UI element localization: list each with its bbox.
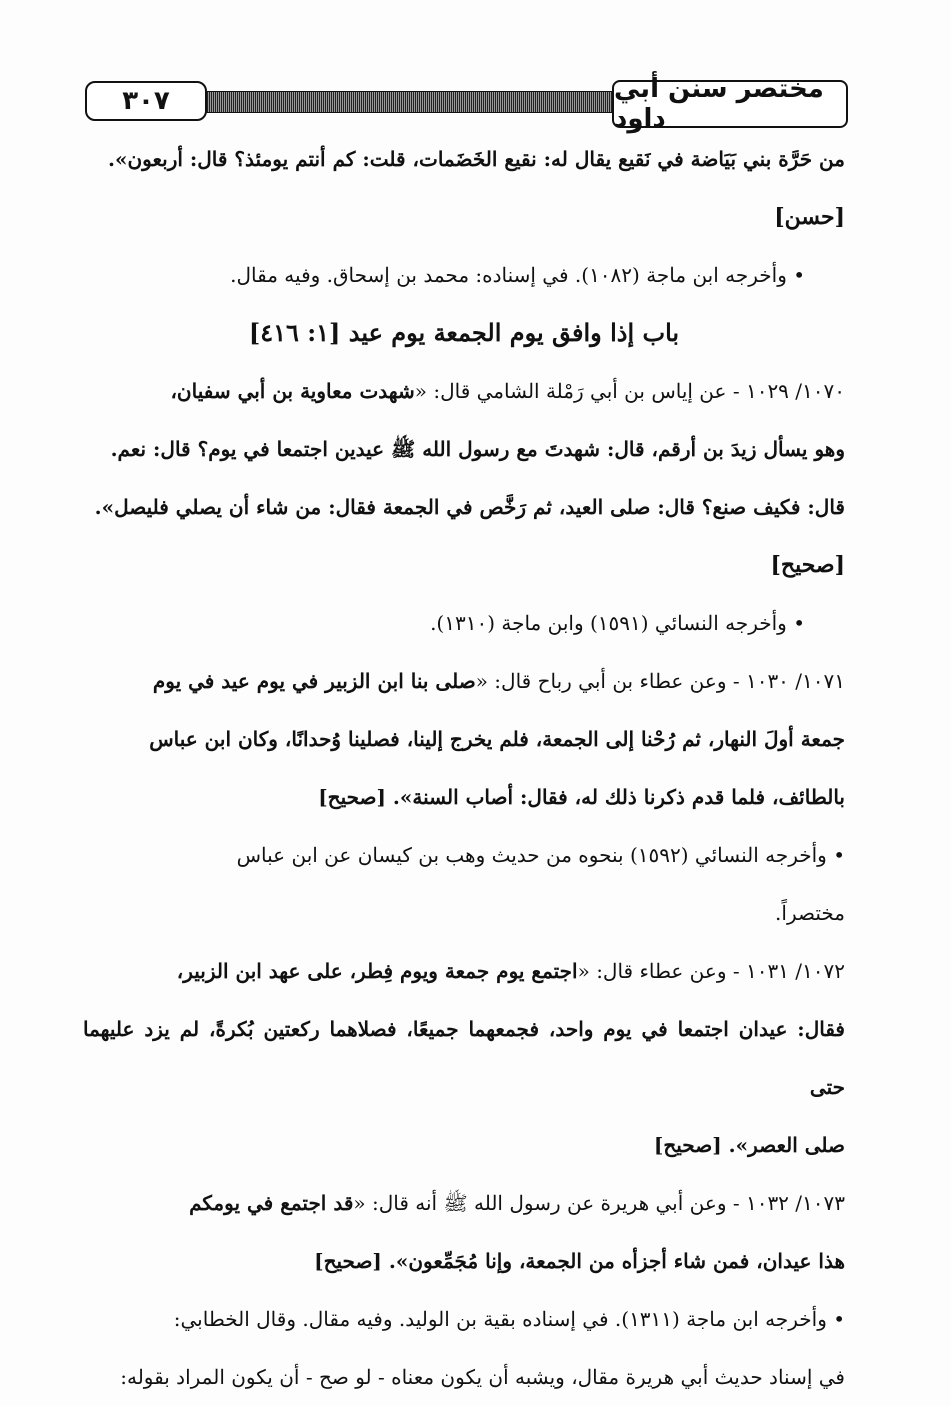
hadith-line: جمعة أولَ النهار، ثم رُحْنا إلى الجمعة، فلم يخرج إلينا، فصلينا وُحدانًا، وكان ابن عباس: [149, 727, 845, 751]
commentary-line: مختصراً.: [775, 901, 845, 925]
hadith-text: قد اجتمع في يومكم: [189, 1191, 354, 1215]
chapter-heading: باب إذا وافق يوم الجمعة يوم عيد [١: ٤١٦]: [248, 318, 680, 347]
commentary-line: • وأخرجه ابن ماجة (١٠٨٢). في إسناده: محمد بن إسحاق. وفيه مقال.: [230, 263, 805, 287]
hadith-line: [83, 942, 845, 1000]
page-body: [83, 130, 845, 1406]
page-header: [83, 74, 848, 134]
hadith-line: قال: فكيف صنع؟ قال: صلى العيد، ثم رَخَّص في الجمعة فقال: من شاء أن يصلي فليصل».: [94, 495, 845, 519]
page-number: ٣٠٧: [85, 81, 207, 121]
hadith-text: شهدت معاوية بن أبي سفيان،: [170, 379, 415, 403]
hadith-line: وهو يسأل زيدَ بن أرقم، قال: شهدتَ مع رسول الله ﷺ عيدين اجتمعا في يوم؟ قال: نعم.: [110, 437, 845, 461]
book-title: مختصر سنن أبي داود: [612, 80, 848, 128]
commentary-line: • وأخرجه ابن ماجة (١٣١١). في إسناده بقية بن الوليد. وفيه مقال. وقال الخطابي:: [173, 1307, 845, 1331]
hadith-line: [83, 362, 845, 420]
grade-label: [حسن]: [774, 204, 845, 230]
commentary-line: • وأخرجه النسائي (١٥٩٢) بنحوه من حديث وهب بن كيسان عن ابن عباس: [236, 843, 845, 867]
text-line: من حَرَّة بني بَيَاضة في نَقيع يقال له: نقيع الخَضَمات، قلت: كم أنتم يومئذ؟ قال: أربعون».: [108, 147, 845, 171]
commentary-line: في إسناد حديث أبي هريرة مقال، ويشبه أن يكون معناه - لو صح - أن يكون المراد بقوله:: [120, 1365, 845, 1389]
hadith-number-1070: ١٠٧٠/ ١٠٢٩ - عن إياس بن أبي رَمْلة الشامي قال: «: [414, 379, 845, 403]
hadith-line: [83, 1174, 845, 1232]
hadith-line: بالطائف، فلما قدم ذكرنا ذلك له، فقال: أصاب السنة». [صحيح]: [318, 785, 845, 809]
hadith-number-1073: ١٠٧٣/ ١٠٣٢ - وعن أبي هريرة عن رسول الله ﷺ أنه قال: «: [353, 1191, 845, 1215]
hadith-number-1071: ١٠٧١/ ١٠٣٠ - وعن عطاء بن أبي رباح قال: «: [475, 669, 845, 693]
hadith-line: [83, 652, 845, 710]
hadith-text: اجتمع يوم جمعة ويوم فِطر، على عهد ابن الزبير،: [176, 959, 578, 983]
grade-label: [صحيح]: [770, 552, 845, 578]
hadith-text: صلى بنا ابن الزبير في يوم عيد في يوم: [152, 669, 476, 693]
hadith-line: فقال: عيدان اجتمعا في يوم واحد، فجمعهما جميعًا، فصلاهما ركعتين بُكرةً، لم يزد عليهما حتى: [83, 1017, 845, 1099]
hadith-line: هذا عيدان، فمن شاء أجزأه من الجمعة، وإنا مُجَمِّعون». [صحيح]: [314, 1249, 845, 1273]
commentary-line: • وأخرجه النسائي (١٥٩١) وابن ماجة (١٣١٠).: [430, 611, 805, 635]
hadith-number-1072: ١٠٧٢/ ١٠٣١ - وعن عطاء قال: «: [577, 959, 845, 983]
hadith-line: صلى العصر». [صحيح]: [653, 1133, 845, 1157]
